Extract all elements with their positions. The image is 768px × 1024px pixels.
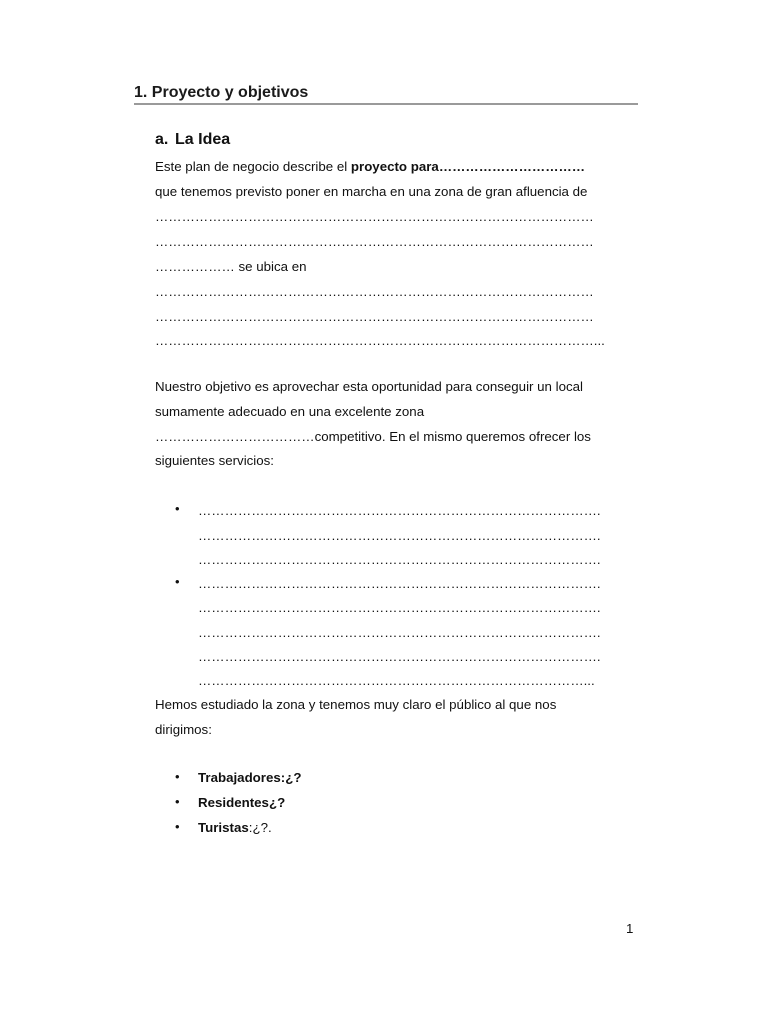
service1-line2: ………………………………………………………………………………. [198, 528, 601, 543]
bullet-icon: • [175, 819, 180, 834]
audience-item-label: Turistas [198, 820, 249, 835]
service2-line2: ………………………………………………………………………………. [198, 600, 601, 615]
para3-line2: dirigimos: [155, 722, 212, 737]
bullet-icon: • [175, 794, 180, 809]
para2-line4: siguientes servicios: [155, 453, 274, 468]
para1-line1-bold: proyecto para…………………………… [350, 159, 586, 174]
para2-line2: sumamente adecuado en una excelente zona [155, 404, 425, 419]
para2-line1: Nuestro objetivo es aprovechar esta oportunidad para conseguir un local [155, 379, 583, 394]
subsection-title: La Idea [175, 131, 231, 148]
para1-line8: ………………………………………………………………………………………... [155, 333, 605, 348]
audience-item-tourists [198, 820, 272, 836]
audience-item-residents [198, 795, 285, 811]
bullet-icon: • [175, 769, 180, 784]
para1-line6: ……………………………………………………………………………………… [155, 284, 594, 299]
para1-line7: ……………………………………………………………………………………… [155, 309, 594, 324]
service2-line4: ………………………………………………………………………………. [198, 649, 601, 664]
para1-line3: ……………………………………………………………………………………… [155, 209, 594, 224]
service2-line3: ………………………………………………………………………………. [198, 625, 601, 640]
para1-line1-prefix: Este plan de negocio describe el [155, 159, 351, 174]
subsection-heading [155, 131, 230, 149]
service1-line1: ………………………………………………………………………………. [198, 503, 601, 518]
audience-item-rest: :¿?. [248, 820, 272, 835]
subsection-letter: a. [155, 131, 169, 148]
bullet-icon: • [175, 501, 180, 516]
section-title: 1. Proyecto y objetivos [134, 84, 638, 105]
audience-item-label: Residentes¿? [198, 795, 286, 810]
service1-line3: ………………………………………………………………………………. [198, 552, 601, 567]
para1-line5: ……………… se ubica en [155, 259, 307, 274]
audience-item-label: Trabajadores:¿? [198, 770, 302, 785]
page-number: 1 [626, 921, 634, 936]
bullet-icon: • [175, 574, 180, 589]
audience-item-workers [198, 770, 301, 786]
para1-line4: ……………………………………………………………………………………… [155, 234, 594, 249]
para3-line1: Hemos estudiado la zona y tenemos muy claro el público al que nos [155, 697, 557, 712]
service2-line5: ……………………………………………………………………………... [198, 673, 595, 688]
para2-line3: ………………………………competitivo. En el mismo queremos ofrecer los [155, 429, 591, 444]
para1-line2: que tenemos previsto poner en marcha en una zona de gran afluencia de [155, 184, 588, 199]
para1-line1 [155, 159, 585, 175]
service2-line1: ………………………………………………………………………………. [198, 576, 601, 591]
